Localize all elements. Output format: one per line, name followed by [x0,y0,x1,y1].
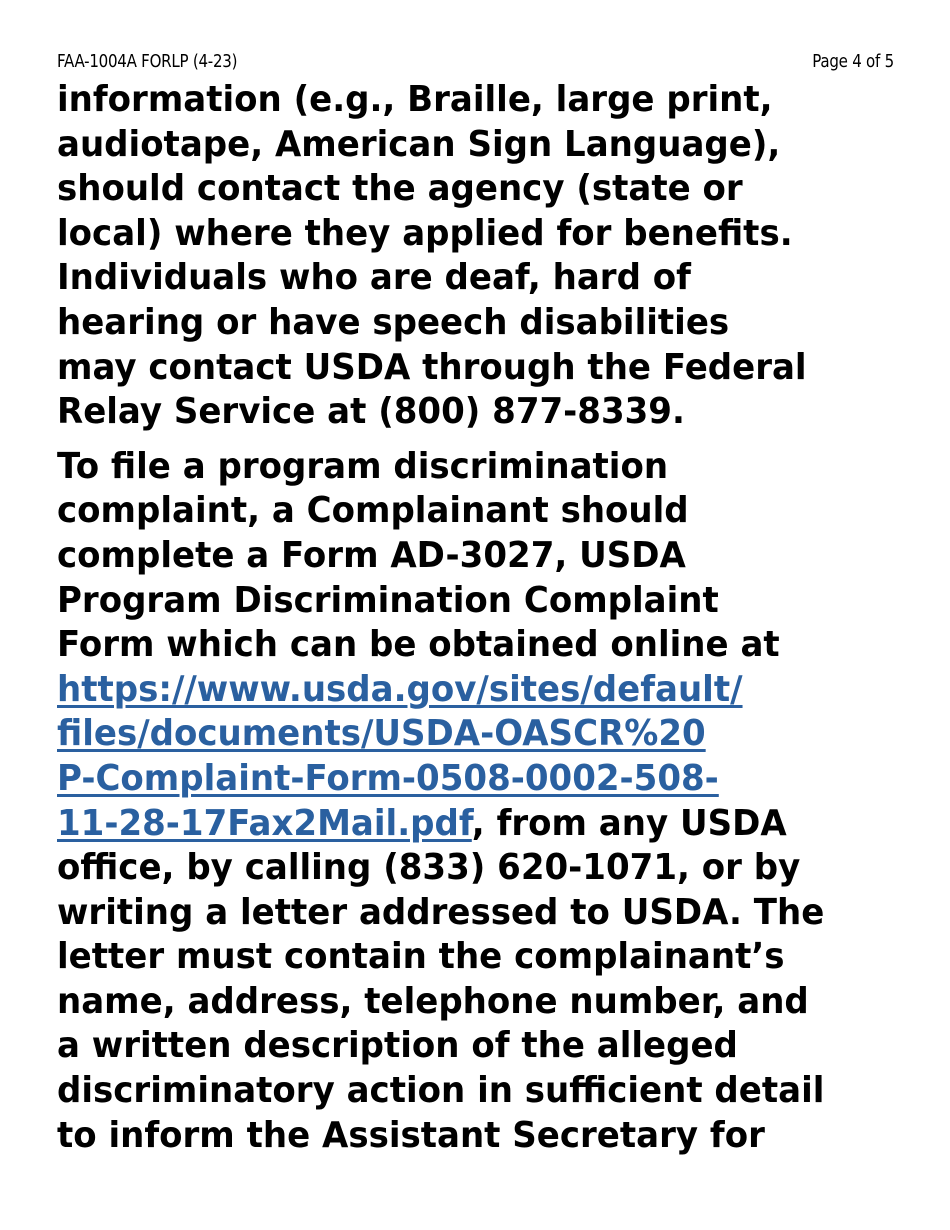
text-line: complaint, a Complainant should [57,490,689,532]
complaint-form-link[interactable]: files/documents/USDA-OASCR%20 [57,713,706,755]
text-line: letter must contain the complainant’s [57,936,785,978]
document-body [57,78,937,1158]
complaint-form-link[interactable]: 11-28-17Fax2Mail.pdf [57,802,472,844]
paragraph-complaint [57,445,937,1159]
text-line: to inform the Assistant Secretary for [57,1114,765,1156]
text-line: Individuals who are deaf, hard of [57,257,691,299]
link-line [57,712,889,757]
text-line: Form which can be obtained online at [57,624,780,666]
text-line: should contact the agency (state or [57,168,743,210]
page-number: Page 4 of 5 [812,52,894,72]
paragraph-accessibility [57,78,937,435]
text-line: discriminatory action in sufficient detail [57,1070,825,1112]
link-line [57,802,889,847]
text-line: may contact USDA through the Federal [57,346,807,388]
link-trailing-text: , from any USDA [471,802,787,844]
text-line: complete a Form AD-3027, USDA [57,534,686,576]
link-line [57,757,889,802]
text-line: local) where they applied for benefits. [57,212,793,254]
text-line: writing a letter addressed to USDA. The [57,891,825,933]
text-line: hearing or have speech disabilities [57,301,730,343]
text-line: name, address, telephone number, and [57,980,809,1022]
complaint-form-link[interactable]: P-Complaint-Form-0508-0002-508- [57,757,719,799]
text-line: To file a program discrimination [57,445,669,487]
text-line: office, by calling (833) 620-1071, or by [57,847,801,889]
page-header [57,52,894,76]
text-line: Program Discrimination Complaint [57,579,719,621]
form-id: FAA-1004A FORLP (4-23) [57,52,238,72]
text-line: a written description of the alleged [57,1025,738,1067]
complaint-form-link[interactable]: https://www.usda.gov/sites/default/ [57,668,743,710]
link-line [57,668,889,713]
text-line: information (e.g., Braille, large print, [57,79,773,120]
text-line: audiotape, American Sign Language), [57,123,781,165]
text-line: Relay Service at (800) 877-8339. [57,391,685,433]
